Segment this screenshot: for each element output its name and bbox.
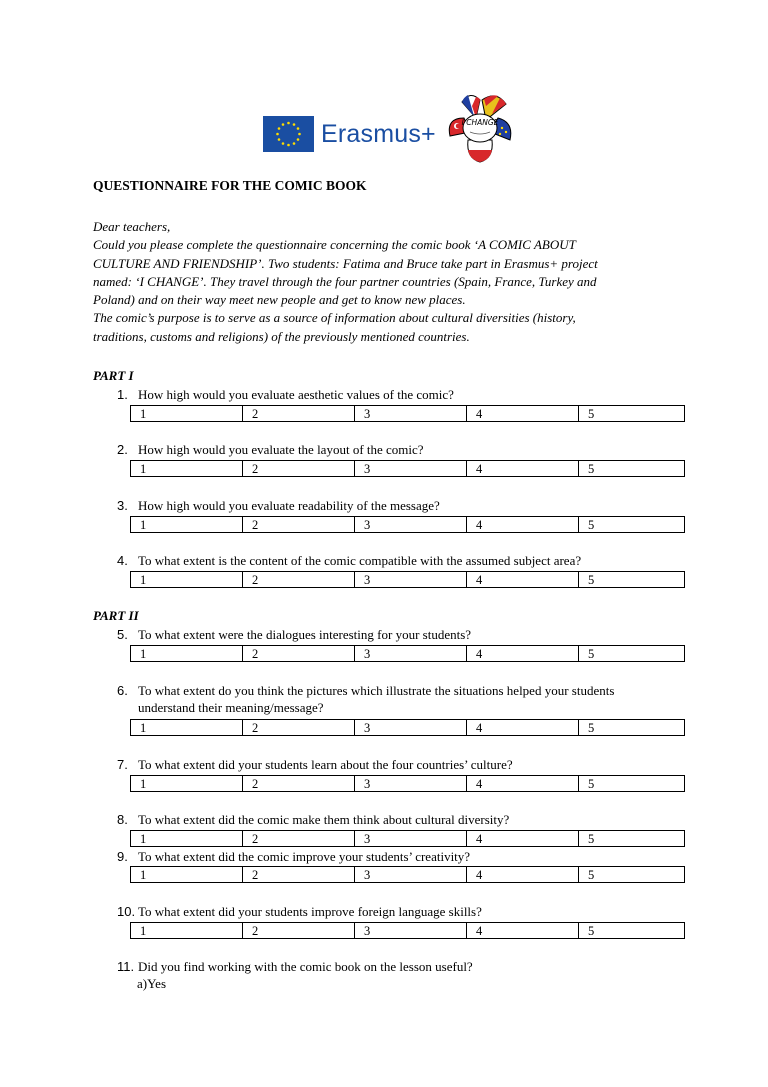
rating-option[interactable]: 1 (131, 720, 243, 736)
question-10 (117, 903, 687, 920)
question-number: 7. (117, 757, 128, 772)
rating-option[interactable]: 5 (579, 406, 685, 422)
ichange-logo-text: I CHANGE (461, 118, 499, 127)
page-title: QUESTIONNAIRE FOR THE COMIC BOOK (93, 178, 367, 193)
rating-option[interactable]: 4 (467, 720, 579, 736)
intro-line: The comic’s purpose is to serve as a source of information about cultural diversities (history, (93, 310, 576, 326)
rating-option[interactable]: 3 (355, 461, 467, 477)
rating-option[interactable]: 4 (467, 517, 579, 533)
question-text: To what extent is the content of the comic compatible with the assumed subject area? (138, 553, 582, 568)
rating-option[interactable]: 2 (243, 720, 355, 736)
rating-scale-9 (130, 866, 685, 883)
rating-option[interactable]: 4 (467, 867, 579, 883)
rating-option[interactable]: 1 (131, 461, 243, 477)
question-text: How high would you evaluate readability of the message? (138, 498, 440, 513)
rating-option[interactable]: 3 (355, 406, 467, 422)
intro-line: Could you please complete the questionnaire concerning the comic book ‘A COMIC ABOUT (93, 237, 576, 253)
question-number: 9. (117, 849, 128, 864)
question-number: 11. (117, 959, 135, 974)
question-number: 2. (117, 442, 128, 457)
rating-option[interactable]: 1 (131, 867, 243, 883)
question-text: To what extent do you think the pictures which illustrate the situations helped your students (138, 683, 615, 698)
rating-option[interactable]: 2 (243, 646, 355, 662)
intro-line: Poland) and on their way meet new people and get to know new places. (93, 292, 466, 308)
part-1-heading: PART I (93, 368, 134, 383)
rating-scale-2 (130, 460, 685, 477)
rating-option[interactable]: 3 (355, 923, 467, 939)
question-text: To what extent did the comic improve your students’ creativity? (138, 849, 471, 864)
rating-option[interactable]: 2 (243, 923, 355, 939)
rating-option[interactable]: 4 (467, 646, 579, 662)
question-3 (117, 497, 687, 514)
rating-option[interactable]: 1 (131, 831, 243, 847)
intro-greeting: Dear teachers, (93, 219, 171, 234)
rating-option[interactable]: 2 (243, 867, 355, 883)
question-7 (117, 756, 687, 773)
rating-option[interactable]: 1 (131, 572, 243, 588)
rating-option[interactable]: 4 (467, 776, 579, 792)
rating-option[interactable]: 5 (579, 572, 685, 588)
erasmus-wordmark: Erasmus+ (321, 120, 436, 148)
rating-scale-7 (130, 775, 685, 792)
rating-option[interactable]: 1 (131, 406, 243, 422)
erasmus-logo (263, 116, 436, 152)
rating-option[interactable]: 1 (131, 646, 243, 662)
rating-option[interactable]: 1 (131, 776, 243, 792)
rating-option[interactable]: 3 (355, 831, 467, 847)
rating-option[interactable]: 3 (355, 646, 467, 662)
rating-option[interactable]: 2 (243, 831, 355, 847)
question-text: To what extent were the dialogues interesting for your students? (138, 627, 472, 642)
question-text: How high would you evaluate aesthetic values of the comic? (138, 387, 454, 402)
rating-option[interactable]: 5 (579, 461, 685, 477)
rating-scale-6 (130, 719, 685, 736)
rating-option[interactable]: 4 (467, 572, 579, 588)
intro-text (93, 218, 663, 346)
intro-line: CULTURE AND FRIENDSHIP’. Two students: Fatima and Bruce take part in Erasmus+ project (93, 255, 598, 271)
question-6 (117, 682, 687, 716)
rating-option[interactable]: 4 (467, 923, 579, 939)
question-9 (117, 848, 687, 865)
question-4 (117, 552, 687, 569)
rating-option[interactable]: 1 (131, 923, 243, 939)
rating-option[interactable]: 2 (243, 461, 355, 477)
part-2-heading: PART II (93, 608, 139, 623)
question-number: 10. (117, 904, 136, 919)
rating-option[interactable]: 3 (355, 720, 467, 736)
rating-scale-4 (130, 571, 685, 588)
rating-option[interactable]: 2 (243, 406, 355, 422)
rating-option[interactable]: 3 (355, 517, 467, 533)
eu-flag-icon (263, 116, 314, 152)
rating-scale-10 (130, 922, 685, 939)
rating-scale-5 (130, 645, 685, 662)
question-text: How high would you evaluate the layout of the comic? (138, 442, 424, 457)
rating-option[interactable]: 3 (355, 867, 467, 883)
intro-line: traditions, customs and religions) of the previously mentioned countries. (93, 328, 470, 344)
question-text-continued: understand their meaning/message? (138, 700, 324, 715)
answer-option-yes[interactable]: a)Yes (137, 976, 167, 991)
rating-option[interactable]: 5 (579, 646, 685, 662)
question-number: 1. (117, 387, 128, 402)
question-number: 8. (117, 812, 128, 827)
rating-option[interactable]: 2 (243, 776, 355, 792)
intro-line: named: ‘I CHANGE’. They travel through the four partner countries (Spain, France, Turkey and (93, 273, 597, 289)
question-11 (117, 958, 687, 975)
rating-option[interactable]: 5 (579, 923, 685, 939)
rating-scale-3 (130, 516, 685, 533)
question-number: 3. (117, 498, 128, 513)
question-2 (117, 441, 687, 458)
rating-option[interactable]: 4 (467, 406, 579, 422)
rating-scale-1 (130, 405, 685, 422)
question-text: Did you find working with the comic book on the lesson useful? (138, 959, 473, 974)
question-text: To what extent did the comic make them think about cultural diversity? (138, 812, 510, 827)
ichange-logo (440, 88, 520, 173)
question-text: To what extent did your students improve foreign language skills? (138, 904, 482, 919)
question-text: To what extent did your students learn about the four countries’ culture? (138, 757, 513, 772)
question-number: 5. (117, 627, 128, 642)
rating-option[interactable]: 2 (243, 572, 355, 588)
question-5 (117, 626, 687, 643)
rating-option[interactable]: 4 (467, 461, 579, 477)
rating-option[interactable]: 2 (243, 517, 355, 533)
question-number: 6. (117, 683, 128, 698)
rating-option[interactable]: 3 (355, 776, 467, 792)
rating-scale-8 (130, 830, 685, 847)
rating-option[interactable]: 4 (467, 831, 579, 847)
rating-option[interactable]: 5 (579, 720, 685, 736)
rating-option[interactable]: 5 (579, 867, 685, 883)
rating-option[interactable]: 5 (579, 776, 685, 792)
rating-option[interactable]: 5 (579, 517, 685, 533)
question-number: 4. (117, 553, 128, 568)
rating-option[interactable]: 5 (579, 831, 685, 847)
rating-option[interactable]: 3 (355, 572, 467, 588)
question-1 (117, 386, 687, 403)
question-8 (117, 811, 687, 828)
rating-option[interactable]: 1 (131, 517, 243, 533)
